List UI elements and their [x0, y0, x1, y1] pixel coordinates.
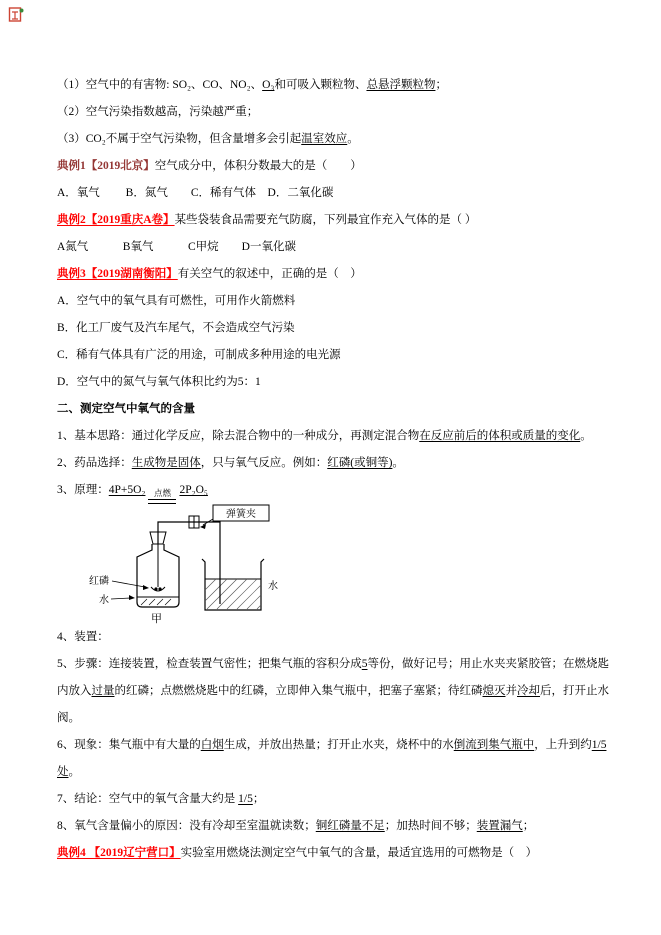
reagent-choice-line	[57, 450, 609, 477]
text-segment: 并	[505, 685, 517, 697]
text-segment: （3）CO₂不属于空气污染物，但含量增多会引起	[57, 133, 302, 145]
underlined-text: 装置漏气	[476, 820, 523, 832]
underlined-text: 白烟	[200, 739, 224, 751]
underlined-text: 冷却	[517, 685, 540, 697]
example4-question	[57, 840, 609, 867]
document-body	[57, 72, 609, 867]
text-segment: ；加热时间不够；	[384, 820, 477, 832]
underlined-text: 温室效应	[301, 133, 348, 145]
spring-clamp-callout	[200, 505, 269, 529]
underlined-text: 1/5处	[57, 739, 607, 778]
underlined-text: 典例2【2019重庆A卷】	[57, 214, 175, 226]
flask-water	[137, 597, 179, 605]
text-segment: ；	[252, 793, 265, 805]
text-segment: ；	[435, 79, 447, 91]
combustion-spoon	[151, 544, 165, 591]
underlined-text: O₃	[262, 79, 275, 91]
underlined-text: 典例4 【2019辽宁营口】	[57, 847, 181, 859]
steps-line	[57, 651, 609, 732]
diagram-caption: 甲	[151, 613, 162, 624]
text-segment: 。	[580, 430, 592, 442]
harmful-substances-line	[57, 72, 609, 99]
text-segment: ，只与氧气反应。例如：	[200, 457, 328, 469]
text-segment: 1、基本思路：通过化学反应，除去混合物中的一种成分，再测定混合物	[57, 430, 420, 442]
red-phosphorus-label: 红磷	[89, 576, 109, 587]
text-segment: 5、步骤：连接装置，检查装置气密性；把集气瓶的容积分成	[57, 658, 362, 670]
text-segment: 空气成分中，体积分数最大的是（ ）	[154, 160, 362, 172]
text-segment: 二、测定空气中氧气的含量	[57, 403, 195, 415]
text-segment: 典例1【2019北京】	[57, 160, 155, 172]
experiment-apparatus-diagram	[85, 504, 609, 624]
example2-options	[57, 234, 609, 261]
underlined-text: 4P+5O₂	[108, 484, 146, 496]
text-segment: A．氧气 B．氮气 C．稀有气体 D．二氧化碳	[57, 187, 334, 199]
text-segment: A．空气中的氧气具有可燃性，可用作火箭燃料	[57, 295, 296, 307]
spring-clamp-label: 弹簧夹	[226, 509, 256, 520]
beaker-water-label: 水	[268, 581, 278, 592]
text-segment: 和可吸入颗粒物、	[274, 79, 367, 91]
text-segment: ；	[522, 820, 535, 832]
underlined-text: 典例3【2019湖南衡阳】	[57, 268, 178, 280]
underlined-text: 过量	[91, 685, 115, 697]
beaker-water	[205, 579, 261, 609]
principle-line	[57, 477, 609, 504]
watermark-logo-icon	[8, 6, 24, 24]
reaction-condition: 点燃	[148, 489, 176, 504]
underlined-text: 2P₂O₅	[179, 484, 208, 496]
text-segment: 2、药品选择：	[57, 457, 132, 469]
text-segment: 的红磷；点燃燃烧匙中的红磷，立即伸入集气瓶中，把塞子塞紧；待红磷	[114, 685, 483, 697]
text-segment: ，上升到约	[534, 739, 592, 751]
red-phosphorus-callout	[89, 574, 149, 590]
underlined-text: 1/5	[238, 793, 253, 805]
co2-note-line	[57, 126, 609, 153]
underlined-text: 在反应前后的体积或质量的变化	[419, 430, 581, 442]
flask-water-label: 水	[99, 595, 109, 606]
text-segment: 。	[68, 766, 80, 778]
beaker	[202, 559, 264, 610]
example3-option-b	[57, 315, 609, 342]
section2-heading	[57, 396, 609, 423]
phenomena-line	[57, 732, 609, 786]
text-segment: 6、现象：集气瓶中有大量的	[57, 739, 201, 751]
example3-option-a	[57, 288, 609, 315]
conclusion-line	[57, 786, 609, 813]
text-segment: 有关空气的叙述中，正确的是（ ）	[177, 268, 362, 280]
apparatus-line	[57, 624, 609, 651]
text-segment: 实验室用燃烧法测定空气中氧气的含量，最适宜选用的可燃物是（ ）	[180, 847, 538, 859]
text-segment: 4、装置：	[57, 631, 109, 643]
example3-question	[57, 261, 609, 288]
text-segment: 某些袋装食品需要充气防腐，下列最宜作充入气体的是（ ）	[174, 214, 477, 226]
basic-idea-line	[57, 423, 609, 450]
delivery-tube	[158, 522, 220, 604]
pollution-index-line	[57, 99, 609, 126]
underlined-text: 倒流到集气瓶中	[453, 739, 535, 751]
example1-question	[57, 153, 609, 180]
text-segment: 8、氧气含量偏小的原因：没有冷却至室温就读数；	[57, 820, 316, 832]
text-segment: 等份，做好记号；用止水夹夹紧胶管；在燃烧匙内放入	[57, 658, 609, 697]
text-segment: 7、结论：空气中的氧气含量大约是	[57, 793, 239, 805]
underlined-text: 铜红磷量不足	[315, 820, 385, 832]
error-causes-line	[57, 813, 609, 840]
example1-options	[57, 180, 609, 207]
text-segment: 生成，并放出热量；打开止水夹，烧杯中的水	[223, 739, 454, 751]
text-segment: B．化工厂废气及汽车尾气，不会造成空气污染	[57, 322, 295, 334]
text-segment: 后，打开止水阀。	[57, 685, 609, 724]
apparatus-svg	[85, 504, 325, 624]
underlined-text: 5	[361, 658, 368, 670]
watermark-logo-svg	[8, 6, 24, 24]
text-segment: 。	[347, 133, 359, 145]
text-segment: （2）空气污染指数越高，污染越严重；	[57, 106, 259, 118]
underlined-text: 总悬浮颗粒物	[366, 79, 436, 91]
underlined-text: 熄灭	[482, 685, 506, 697]
text-segment: 。	[392, 457, 404, 469]
text-segment: C．稀有气体具有广泛的用途，可制成多种用途的电光源	[57, 349, 341, 361]
example3-option-d	[57, 369, 609, 396]
text-segment: D．空气中的氮气与氧气体积比约为5：1	[57, 376, 261, 388]
example2-question	[57, 207, 609, 234]
text-segment: 3、原理：	[57, 484, 109, 496]
underlined-text: 生成物是固体	[131, 457, 201, 469]
flask-water-callout	[99, 593, 135, 606]
underlined-text: 红磷(或铜等)	[327, 457, 393, 469]
text-segment: （1）空气中的有害物: SO₂、CO、NO₂、	[57, 79, 263, 91]
example3-option-c	[57, 342, 609, 369]
text-segment: A氮气 B氧气 C甲烷 D一氧化碳	[57, 241, 296, 253]
